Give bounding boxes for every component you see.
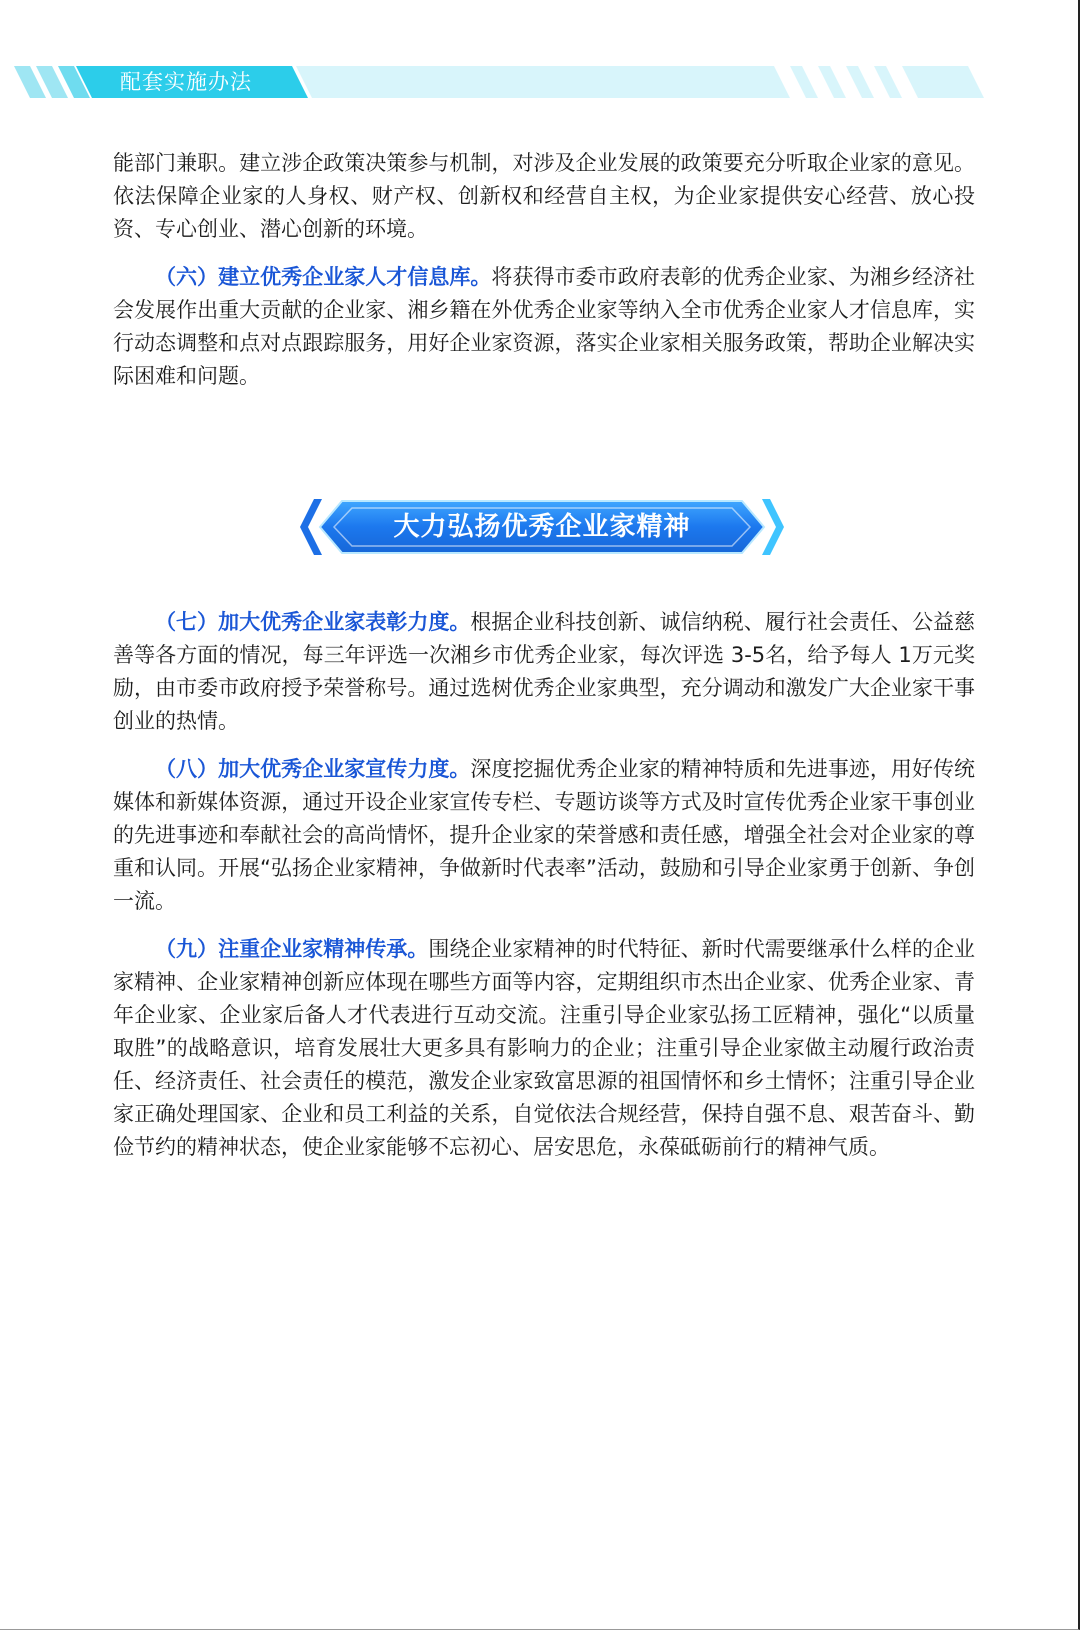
- paragraph-lead: （七）加大优秀企业家表彰力度。: [155, 610, 471, 634]
- paragraph-item-7: [113, 606, 975, 738]
- paragraph-item-8: [113, 753, 975, 918]
- spirit-section: [113, 606, 975, 1179]
- paragraph-text: 深度挖掘优秀企业家的精神特质和先进事迹，用好传统媒体和新媒体资源，通过开设企业家宣传专栏、专题访谈等方式及时宣传优秀企业家干事创业的先进事迹和奉献社会的高尚情怀，提升企业家的荣誉感和责任感，增强全社会对企业家的尊重和认同。开展“弘扬企业家精神，争做新时代表率”活动，鼓励和引导企业家勇于创新、争创一流。: [113, 757, 976, 913]
- section-title: 大力弘扬优秀企业家精神: [393, 512, 691, 542]
- paragraph-intro: [113, 147, 975, 246]
- paragraph-text: 将获得市委市政府表彰的优秀企业家、为湘乡经济社会发展作出重大贡献的企业家、湘乡籍在外优秀企业家等纳入全市优秀企业家人才信息库，实行动态调整和点对点跟踪服务，用好企业家资源，落实企业家相关服务政策，帮助企业解决实际困难和问题。: [113, 265, 975, 388]
- intro-section: [113, 147, 975, 408]
- section-banner: [292, 491, 792, 563]
- header-band: [14, 66, 984, 98]
- paragraph-lead: （八）加大优秀企业家宣传力度。: [155, 757, 471, 781]
- paragraph-text: 能部门兼职。建立涉企政策决策参与机制，对涉及企业发展的政策要充分听取企业家的意见。依法保障企业家的人身权、财产权、创新权和经营自主权，为企业家提供安心经营、放心投资、专心创业、潜心创新的环境。: [113, 151, 975, 241]
- paragraph-lead: （六）建立优秀企业家人才信息库。: [155, 265, 492, 289]
- paragraph-lead: （九）注重企业家精神传承。: [155, 937, 429, 961]
- paragraph-text: 根据企业科技创新、诚信纳税、履行社会责任、公益慈善等各方面的情况，每三年评选一次湘乡市优秀企业家，每次评选 3-5名，给予每人 1万元奖励，由市委市政府授予荣誉称号。通过选树优秀企业家典型，充分调动和激发广大企业家干事创业的热情。: [113, 610, 976, 733]
- paragraph-item-9: [113, 933, 975, 1164]
- paragraph-text: 围绕企业家精神的时代特征、新时代需要继承什么样的企业家精神、企业家精神创新应体现在哪些方面等内容，定期组织市杰出企业家、优秀企业家、青年企业家、企业家后备人才代表进行互动交流。注重引导企业家弘扬工匠精神，强化“以质量取胜”的战略意识，培育发展壮大更多具有影响力的企业；注重引导企业家做主动履行政治责任、经济责任、社会责任的模范，激发企业家致富思源的祖国情怀和乡土情怀；注重引导企业家正确处理国家、企业和员工利益的关系，自觉依法合规经营，保持自强不息、艰苦奋斗、勤俭节约的精神状态，使企业家能够不忘初心、居安思危，永葆砥砺前行的精神气质。: [113, 937, 975, 1159]
- header-title: 配套实施办法: [120, 70, 252, 94]
- paragraph-item-6: [113, 261, 975, 393]
